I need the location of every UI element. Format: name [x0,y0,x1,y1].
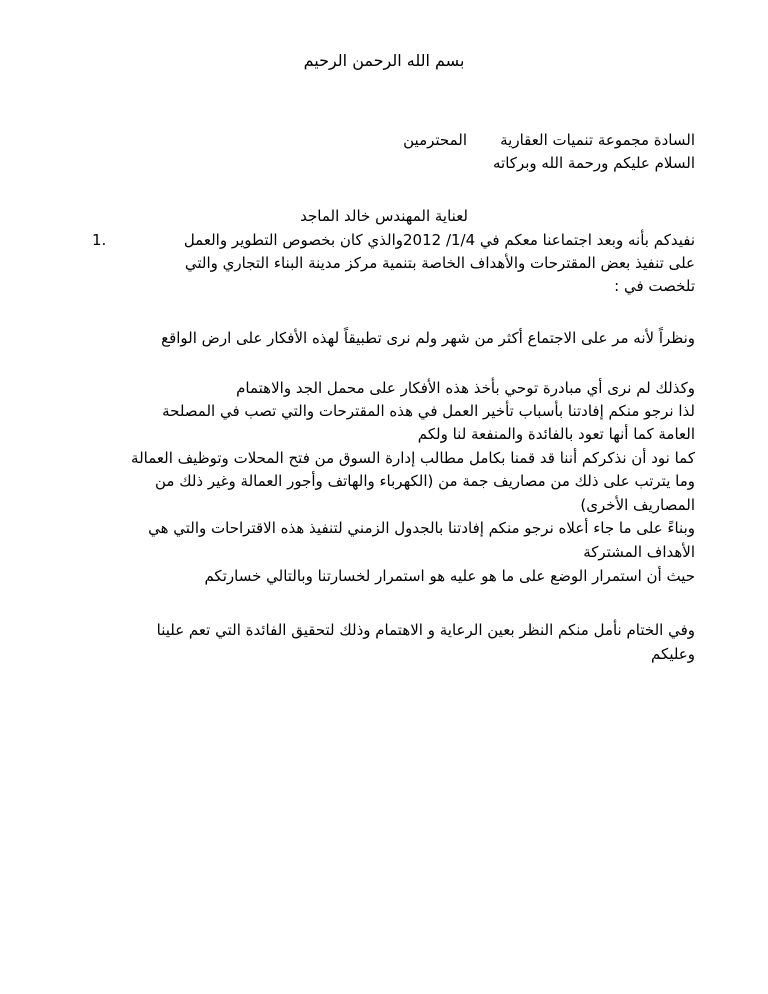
paragraph-1-line-3: تلخصت في : [614,277,695,295]
greeting-line: السلام عليكم ورحمة الله وبركاته [493,154,695,172]
paragraph-2-line-1: ونظراً لأنه مر على الاجتماع أكثر من شهر ولم نرى تطبيقاً لهذه الأفكار على ارض الواقع [161,329,695,347]
basmala-heading: بسم الله الرحمن الرحيم [303,51,465,70]
paragraph-3-line-5: وما يترتب على ذلك من مصاريف جمة من (الكهرباء والهاتف وأجور العمالة وغير ذلك من [154,472,695,490]
paragraph-3-line-3: العامة كما أنها تعود بالفائدة والمنفعة لنا ولكم [417,425,695,443]
paragraph-3-line-2: لذا نرجو منكم إفادتنا بأسباب تأخير العمل في هذه المقترحات والتي تصب في المصلحة [162,402,695,420]
paragraph-3-line-7: وبناءً على ما جاء أعلاه نرجو منكم إفادتنا بالجدول الزمني لتنفيذ هذه الاقتراحات والتي هي [148,519,695,537]
paragraph-3-line-1: وكذلك لم نرى أي مبادرة توحي بأخذ هذه الأفكار على محمل الجد والاهتمام [236,379,695,397]
paragraph-3-line-4: كما نود أن نذكركم أننا قد قمنا بكامل مطالب إدارة السوق من فتح المحلات وتوظيف العمالة [131,449,695,467]
paragraph-3-line-8: الأهداف المشتركة [583,543,695,561]
paragraph-1-line-2: على تنفيذ بعض المقترحات والأهداف الخاصة بتنمية مركز مدينة البناء التجاري والتي [184,254,695,272]
item-number: 1. [92,231,107,249]
paragraph-3-line-6: المصاريف الأخرى) [580,496,695,514]
paragraph-3-line-9: حيث أن استمرار الوضع على ما هو عليه هو استمرار لخسارتنا وبالتالي خسارتكم [204,567,695,585]
honorific: المحترمين [403,131,467,149]
attention-line: لعناية المهندس خالد الماجد [300,207,468,225]
paragraph-4-line-2: وعليكم [651,645,695,663]
paragraph-4-line-1: وفي الختام نأمل منكم النظر بعين الرعاية و الاهتمام وذلك لتحقيق الفائدة التي تعم علينا [156,621,695,639]
paragraph-1-line-1: نفيدكم بأنه وبعد اجتماعنا معكم في 1/4/ 2012والذي كان بخصوص التطوير والعمل [183,231,695,249]
recipient-line: السادة مجموعة تنميات العقارية [500,131,695,149]
